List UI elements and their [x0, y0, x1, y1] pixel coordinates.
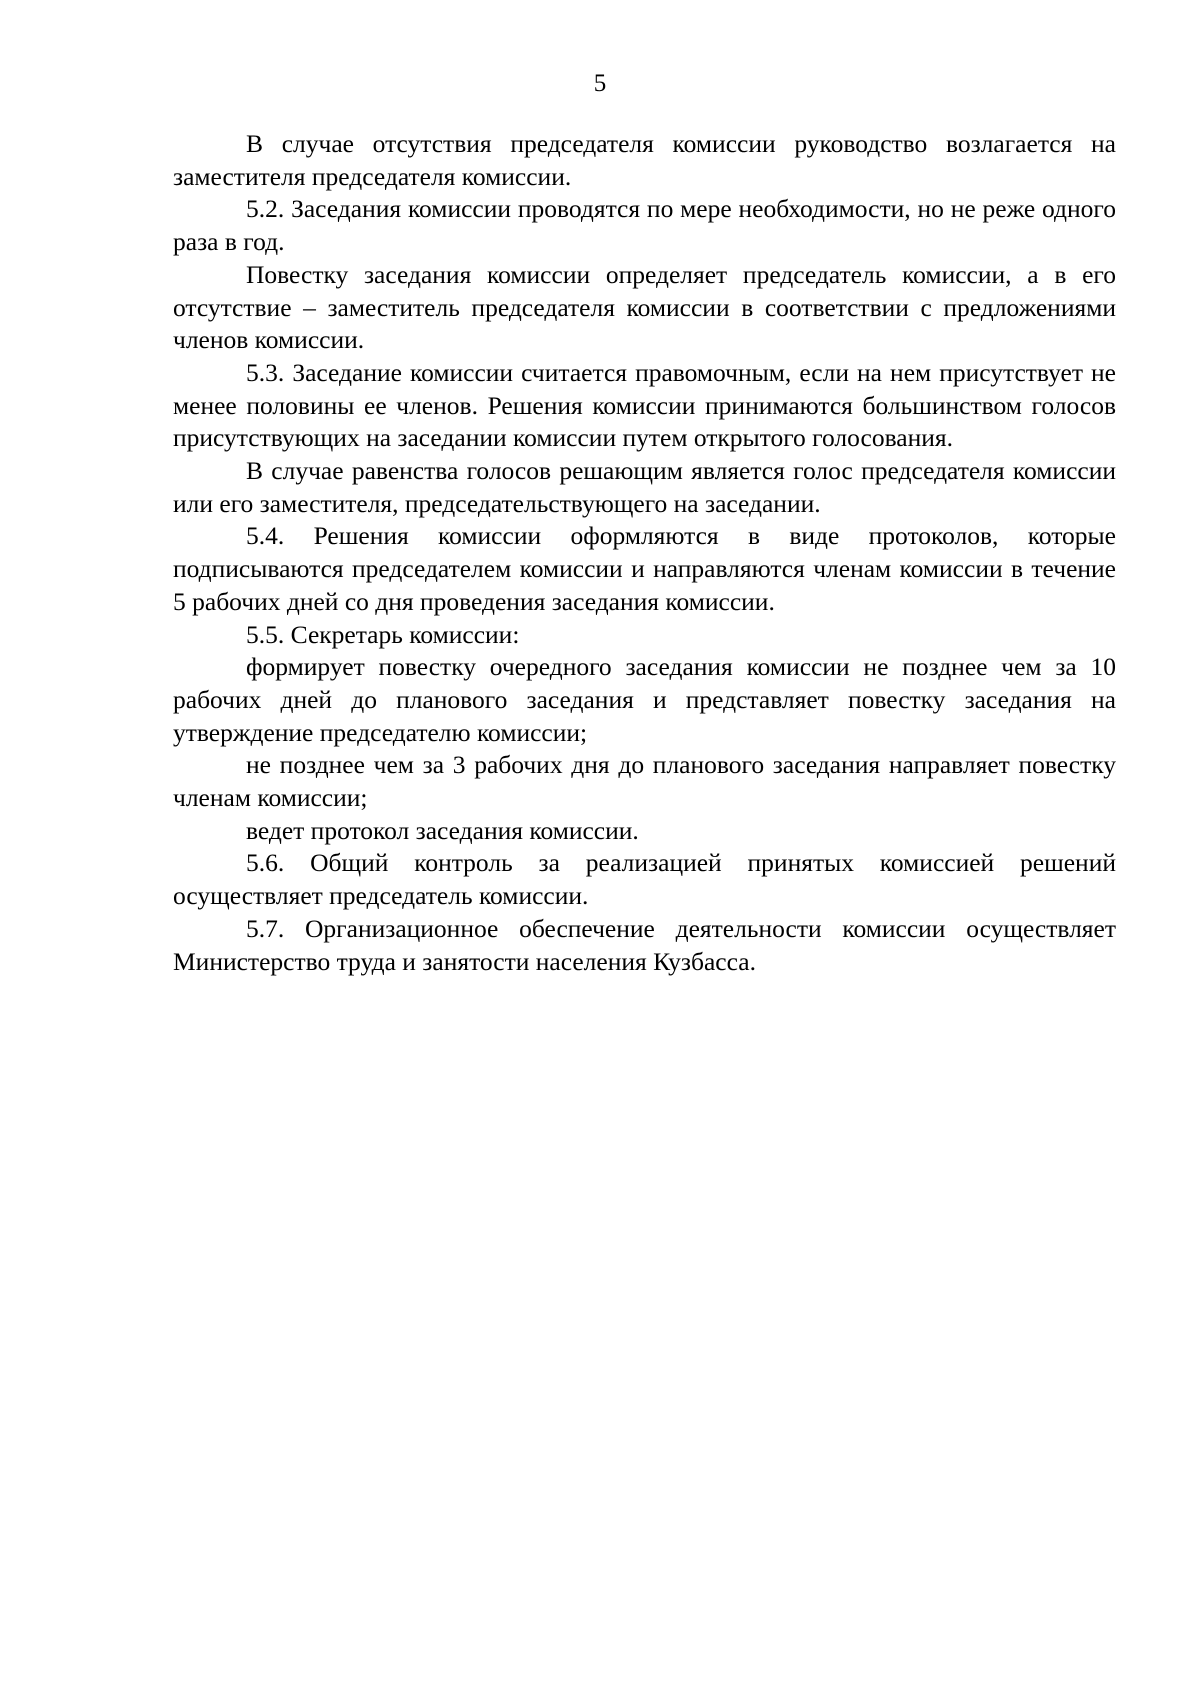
document-body — [173, 128, 1116, 978]
paragraph-secretary-minutes: ведет протокол заседания комиссии. — [246, 815, 639, 845]
paragraph-agenda: Повестку заседания комиссии определяет председатель комиссии, а в его отсутствие – заместитель председателя комиссии в соответствии с предложениями членов комиссии. — [173, 259, 1116, 355]
paragraph-secretary-send: не позднее чем за 3 рабочих дня до планового заседания направляет повестку членам комиссии; — [173, 750, 1116, 813]
paragraph-chair-absence: В случае отсутствия председателя комиссии руководство возлагается на заместителя председателя комиссии. — [173, 129, 1116, 191]
paragraph-5-6: 5.6. Общий контроль за реализацией принятых комиссией решений осуществляет председатель комиссии. — [173, 848, 1116, 911]
paragraph-5-4: 5.4. Решения комиссии оформляются в виде протоколов, которые подписываются председателем комиссии и направляются членам комиссии в течение 5 рабочих дней со дня проведения заседания комиссии. — [173, 521, 1116, 616]
paragraph-secretary-agenda: формирует повестку очередного заседания комиссии не позднее чем за 10 рабочих дней до планового заседания и представляет повестку заседания на утверждение председателю комиссии; — [173, 652, 1116, 747]
paragraph-5-7: 5.7. Организационное обеспечение деятельности комиссии осуществляет Министерство труда и занятости населения Кузбасса. — [173, 913, 1116, 976]
paragraph-5-3: 5.3. Заседание комиссии считается правомочным, если на нем присутствует не менее половины ее членов. Решения комиссии принимаются большинством голосов присутствующих на заседании комиссии путем открытого голосования. — [173, 357, 1116, 453]
page-number: 5 — [593, 70, 607, 97]
paragraph-5-5: 5.5. Секретарь комиссии: — [246, 619, 520, 649]
paragraph-5-2: 5.2. Заседания комиссии проводятся по мере необходимости, но не реже одного раза в год. — [173, 194, 1116, 257]
paragraph-tie-vote: В случае равенства голосов решающим является голос председателя комиссии или его заместителя, председательствующего на заседании. — [173, 456, 1116, 518]
